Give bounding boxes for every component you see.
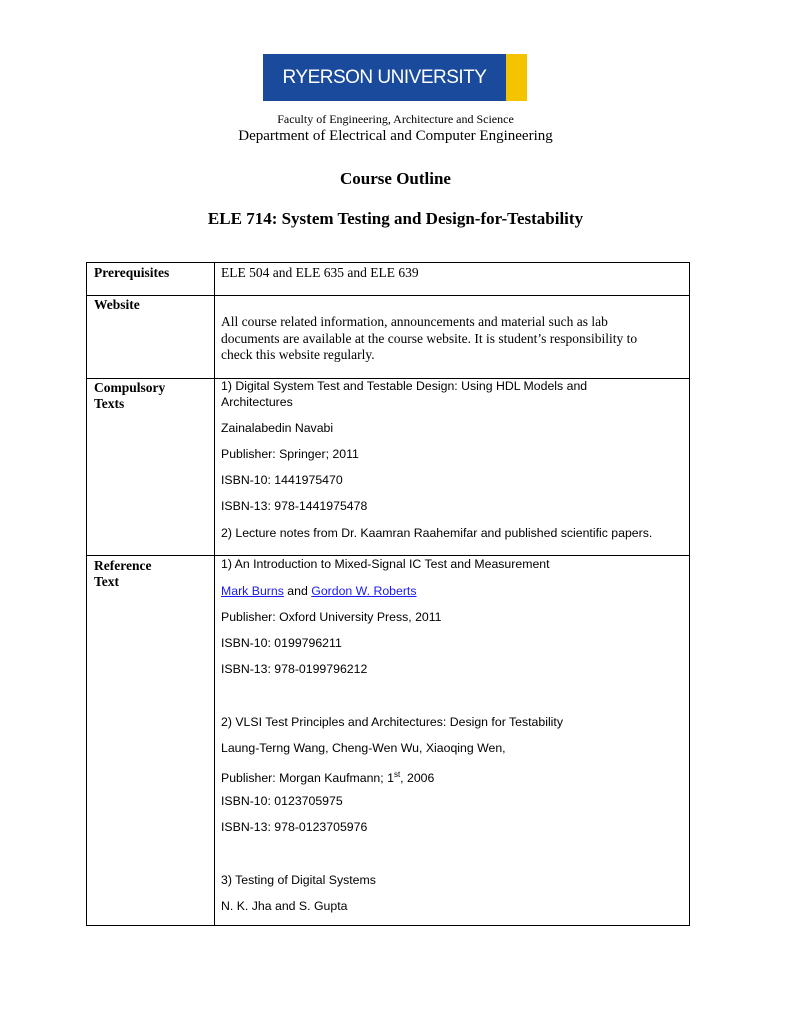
row-divider (87, 295, 689, 296)
book-author: Zainalabedin Navabi (221, 421, 334, 435)
row-divider (87, 555, 689, 556)
ref-book2-isbn13: ISBN-13: 978-0123705976 (221, 820, 368, 834)
university-logo (263, 54, 527, 101)
logo-gold-bar (506, 54, 527, 101)
lecture-notes: 2) Lecture notes from Dr. Kaamran Raahemifar and published scientific papers. (221, 526, 653, 540)
website-label: Website (94, 297, 140, 312)
course-info-table (86, 262, 690, 926)
label-line: Texts (94, 396, 125, 411)
book-isbn13: ISBN-13: 978-1441975478 (221, 499, 368, 513)
author-link-gordon-roberts[interactable]: Gordon W. Roberts (311, 584, 417, 598)
book-title: 1) Digital System Test and Testable Design: Using HDL Models and (221, 379, 588, 393)
prerequisites-label: Prerequisites (94, 265, 170, 280)
ref-book1-title: 1) An Introduction to Mixed-Signal IC Test and Measurement (221, 557, 550, 571)
label-line: Reference (94, 558, 152, 573)
label-line: Text (94, 574, 120, 589)
ref-book1-isbn13: ISBN-13: 978-0199796212 (221, 662, 368, 676)
ordinal-superscript: st (393, 770, 401, 779)
website-line: documents are available at the course website. It is student’s responsibility to (221, 330, 638, 346)
website-description (221, 314, 681, 364)
ref-book2-title: 2) VLSI Test Principles and Architectures: Design for Testability (221, 715, 563, 729)
logo-text: RYERSON UNIVERSITY (282, 67, 487, 88)
ref-book1-isbn10: ISBN-10: 0199796211 (221, 636, 342, 650)
column-divider (214, 263, 215, 925)
publisher-year: , 2006 (400, 771, 435, 786)
compulsory-texts-label (94, 380, 165, 412)
ref-book1-publisher: Publisher: Oxford University Press, 2011 (221, 610, 442, 624)
course-title: ELE 714: System Testing and Design-for-Testability (207, 209, 584, 228)
ref-book1-authors (221, 584, 417, 600)
reference-text-label (94, 558, 151, 590)
ref-book2-publisher (221, 767, 434, 787)
author-link-mark-burns[interactable]: Mark Burns (221, 584, 284, 598)
ref-book2-isbn10: ISBN-10: 0123705975 (221, 794, 343, 808)
ref-book3-authors: N. K. Jha and S. Gupta (221, 899, 348, 913)
book-title-cont: Architectures (221, 395, 293, 409)
document-title: Course Outline (340, 169, 451, 188)
faculty-name: Faculty of Engineering, Architecture and Science (277, 112, 514, 126)
ref-book2-authors: Laung-Terng Wang, Cheng-Wen Wu, Xiaoqing Wen, (221, 741, 506, 755)
book-publisher: Publisher: Springer; 2011 (221, 447, 359, 461)
ref-book3-title: 3) Testing of Digital Systems (221, 873, 376, 887)
book-isbn10: ISBN-10: 1441975470 (221, 473, 343, 487)
prerequisites-value: ELE 504 and ELE 635 and ELE 639 (221, 265, 419, 280)
and-text: and (287, 584, 308, 598)
label-line: Compulsory (94, 380, 166, 395)
publisher-text: Publisher: Morgan Kaufmann; 1 (221, 771, 394, 786)
website-line: All course related information, announcements and material such as lab (221, 314, 608, 329)
department-name: Department of Electrical and Computer Engineering (238, 128, 553, 144)
website-line: check this website regularly. (221, 347, 375, 362)
